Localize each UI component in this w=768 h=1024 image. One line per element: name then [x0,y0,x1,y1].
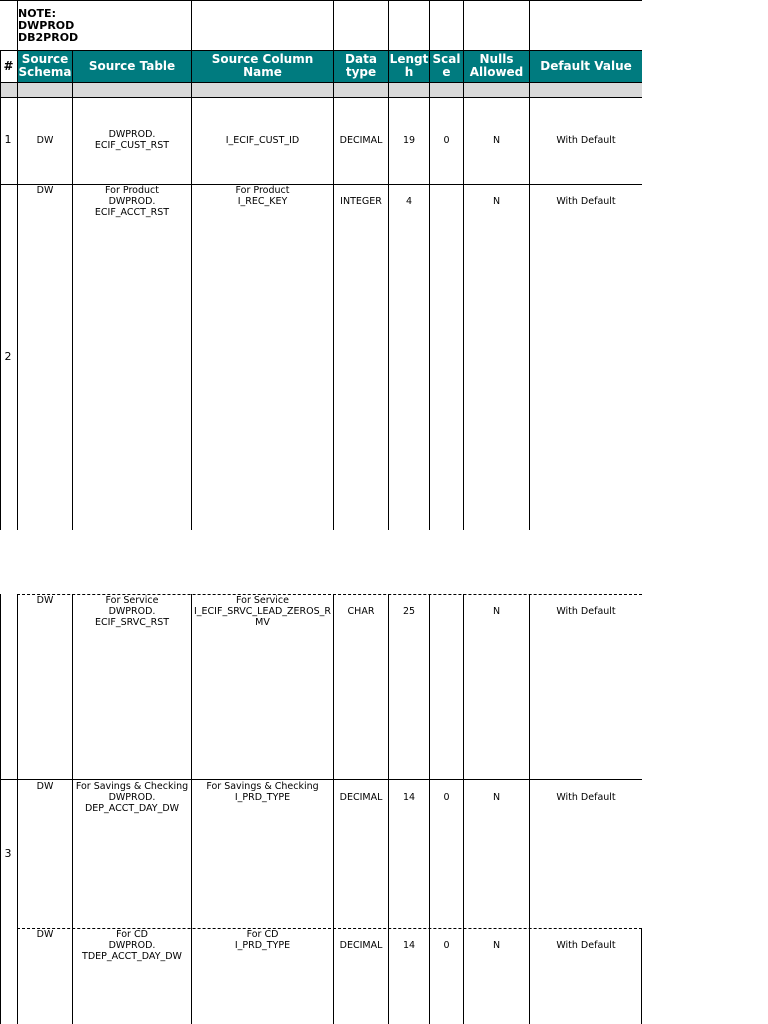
cell-length: 4 [405,196,413,207]
column-context: For Service [236,595,289,606]
cell-source-column [192,929,333,951]
grid-line [388,594,389,1024]
cell-schema: DW [36,595,54,606]
cell-nulls: N [492,196,501,207]
table-name: DEP_ACCT_DAY_DW [84,803,180,814]
note-label: NOTE: [18,7,56,20]
header-scale: Scale [432,52,461,79]
cell-source-column [192,781,333,803]
cell-data-type: DECIMAL [339,792,383,803]
cell-schema: DW [36,135,54,146]
grid-line [0,779,642,780]
column-name: I_REC_KEY [237,196,288,207]
grid-line [0,97,642,98]
note-db-dwprod: DWPROD [18,19,75,32]
cell-source-column [192,595,333,628]
cell-default: With Default [556,196,616,207]
cell-schema: DW [36,929,54,940]
cell-schema: DW [36,185,54,196]
column-context: For Product [235,185,290,196]
cell-length: 25 [402,606,416,617]
grid-line [333,0,334,530]
table-prefix: DWPROD. [108,792,156,803]
grid-line [0,594,1,1024]
cell-schema: DW [36,781,54,792]
column-name: I_PRD_TYPE [234,940,291,951]
table-name: ECIF_SRVC_RST [94,617,170,628]
grid-line [191,594,192,1024]
table-context: For Product [105,185,159,196]
column-name: I_PRD_TYPE [234,792,291,803]
cell-default: With Default [556,792,616,803]
header-default-value: Default Value [540,58,632,73]
cell-length: 14 [402,792,416,803]
cell-scale: 0 [443,792,450,803]
header-source-schema: Source Schema [18,52,72,79]
cell-source-column: I_ECIF_CUST_ID [225,135,300,146]
cell-nulls: N [492,606,501,617]
table-name: ECIF_CUST_RST [94,140,170,151]
cell-length: 19 [402,135,416,146]
cell-source-table [73,929,191,962]
cell-scale: 0 [443,135,450,146]
cell-data-type: INTEGER [340,196,382,207]
cell-default: With Default [556,135,616,146]
table-prefix: DWPROD. [108,196,156,207]
cell-data-type: DECIMAL [339,135,383,146]
header-source-column: Source Column Name [211,52,314,79]
cell-scale: 0 [443,940,450,951]
table-prefix: DWPROD. [108,606,156,617]
header-source-table: Source Table [88,58,176,73]
grid-line [429,594,430,1024]
note-db-db2prod: DB2PROD [18,31,79,44]
cell-source-table [73,185,191,218]
column-name: I_ECIF_SRVC_LEAD_ZEROS_R [193,606,332,617]
row-number: 3 [4,847,12,860]
table-context: For Service [105,595,159,606]
grid-line [17,0,18,530]
grid-line [0,50,1,530]
grid-line [529,594,530,1024]
grid-line [17,594,18,1024]
note-cell [18,8,78,44]
table-name: ECIF_ACCT_RST [94,207,170,218]
grid-line [333,594,334,1024]
grid-line [72,50,73,530]
table-context: For CD [116,929,148,940]
column-name-continued: MV [255,617,270,628]
cell-nulls: N [492,135,501,146]
column-context: For Savings & Checking [206,781,319,792]
table-prefix: DWPROD. [108,940,156,951]
header-data-type: Data type [345,52,377,79]
cell-source-table [73,595,191,628]
cell-default: With Default [556,606,616,617]
cell-source-column [192,185,333,207]
header-length: Length [389,52,429,79]
grid-line [529,0,530,530]
cell-default: With Default [556,940,616,951]
cell-nulls: N [492,940,501,951]
row-number: 2 [4,350,12,363]
cell-source-table [73,781,191,814]
header-nulls-allowed: Nulls Allowed [469,52,524,79]
grid-line [388,0,389,530]
cell-nulls: N [492,792,501,803]
grid-line [0,82,642,83]
filler-row [0,82,642,97]
table-context: For Savings & Checking [75,781,189,792]
grid-line [0,50,642,51]
column-context: For CD [246,929,279,940]
table-prefix: DWPROD. [108,129,156,140]
table-name: TDEP_ACCT_DAY_DW [82,951,182,962]
cell-length: 14 [402,940,416,951]
header-number: # [3,58,14,73]
cell-data-type: DECIMAL [339,940,383,951]
cell-data-type: CHAR [347,606,375,617]
grid-line [463,0,464,530]
grid-line [429,0,430,530]
cell-source-table [73,129,191,151]
grid-line [0,0,642,1]
row-number: 1 [4,133,12,146]
grid-line [191,0,192,530]
grid-line [463,594,464,1024]
